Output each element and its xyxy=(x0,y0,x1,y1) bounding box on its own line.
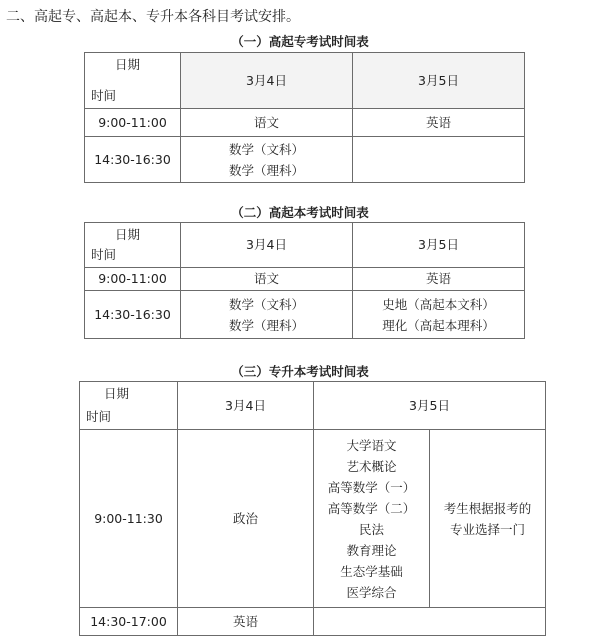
elective-subject: 民法 xyxy=(358,521,384,537)
row-time: 14:30-17:00 xyxy=(80,608,178,636)
header-day2: 3月5日 xyxy=(353,53,525,109)
header-day1: 3月4日 xyxy=(181,223,353,268)
elective-subject-list xyxy=(314,430,430,608)
elective-subject: 高等数学（二） xyxy=(327,500,416,516)
subject-line: 数学（理科） xyxy=(228,317,304,333)
subject-cell: 英语 xyxy=(353,109,525,137)
elective-subject: 高等数学（一） xyxy=(327,479,416,495)
row-time: 9:00-11:00 xyxy=(85,109,181,137)
header-date-label: 日期 xyxy=(115,57,141,72)
note-line: 专业选择一门 xyxy=(449,521,525,537)
header-day2: 3月5日 xyxy=(314,382,546,430)
subject-cell: 英语 xyxy=(353,268,525,291)
row-time: 9:00-11:30 xyxy=(80,430,178,608)
row-time: 9:00-11:00 xyxy=(85,268,181,291)
elective-subject: 艺术概论 xyxy=(346,458,397,474)
header-date-time-cell xyxy=(80,382,178,430)
exam-table-zhuanshengben xyxy=(79,381,546,636)
header-day1: 3月4日 xyxy=(181,53,353,109)
subject-cell xyxy=(181,137,353,183)
header-day1: 3月4日 xyxy=(178,382,314,430)
header-date-time-cell xyxy=(85,223,181,268)
table-caption-1: （一）高起专考试时间表 xyxy=(231,34,369,49)
row-time: 14:30-16:30 xyxy=(85,137,181,183)
elective-subject: 大学语文 xyxy=(346,437,397,453)
subject-cell: 语文 xyxy=(181,268,353,291)
header-day2: 3月5日 xyxy=(353,223,525,268)
subject-line: 数学（文科） xyxy=(228,296,304,312)
subject-line: 数学（理科） xyxy=(228,162,304,178)
note-line: 考生根据报考的 xyxy=(443,500,532,516)
header-date-time-cell xyxy=(85,53,181,109)
empty-cell xyxy=(353,137,525,183)
subject-cell: 英语 xyxy=(178,608,314,636)
subject-cell: 语文 xyxy=(181,109,353,137)
section-heading: 二、高起专、高起本、专升本各科目考试安排。 xyxy=(6,9,300,25)
subject-cell xyxy=(181,291,353,339)
elective-note xyxy=(430,430,546,608)
subject-cell: 政治 xyxy=(178,430,314,608)
header-time-label: 时间 xyxy=(91,247,117,262)
exam-table-gaoqiben xyxy=(84,222,525,339)
subject-line: 史地（高起本文科） xyxy=(382,296,495,312)
header-time-label: 时间 xyxy=(86,409,112,424)
table-caption-2: （二）高起本考试时间表 xyxy=(231,205,369,220)
exam-table-gaoqizhuan xyxy=(84,52,525,183)
subject-cell xyxy=(353,291,525,339)
elective-subject: 生态学基础 xyxy=(340,563,403,579)
empty-cell xyxy=(314,608,546,636)
subject-line: 数学（文科） xyxy=(228,141,304,157)
elective-subject: 医学综合 xyxy=(346,584,397,600)
subject-line: 理化（高起本理科） xyxy=(382,317,495,333)
header-time-label: 时间 xyxy=(91,88,117,103)
header-date-label: 日期 xyxy=(115,227,141,242)
elective-subject: 教育理论 xyxy=(346,542,397,558)
row-time: 14:30-16:30 xyxy=(85,291,181,339)
header-date-label: 日期 xyxy=(104,386,130,401)
table-caption-3: （三）专升本考试时间表 xyxy=(231,364,369,379)
